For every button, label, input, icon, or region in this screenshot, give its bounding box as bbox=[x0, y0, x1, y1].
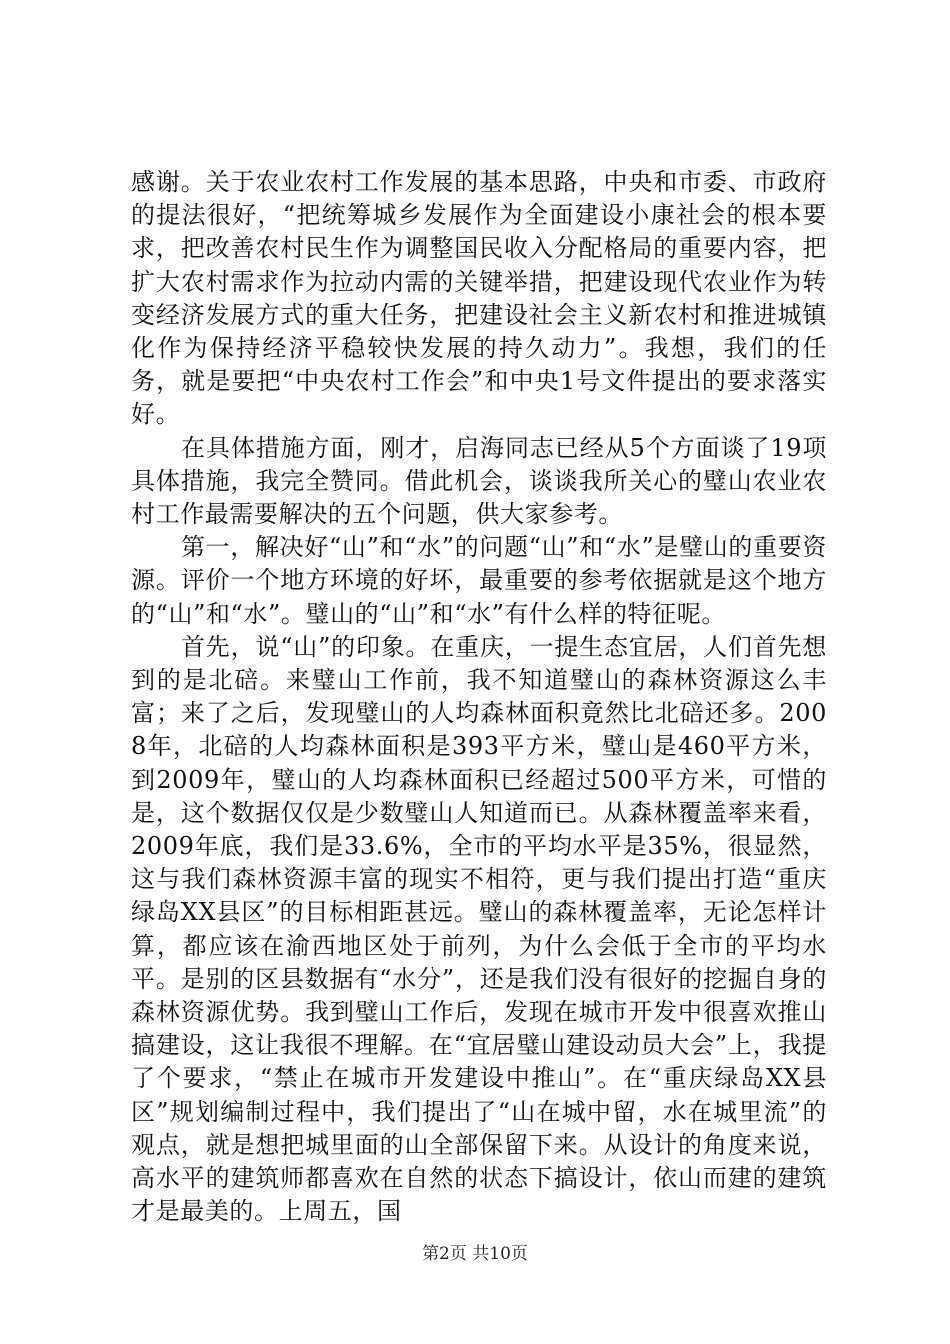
document-body bbox=[131, 166, 827, 1229]
paragraph-measures: 在具体措施方面，刚才，启海同志已经从5个方面谈了19项具体措施，我完全赞同。借此机会，谈谈我所关心的璧山农业农村工作最需要解决的五个问题，供大家参考。 bbox=[131, 433, 827, 529]
paragraph-first-issue: 第一，解决好“山”和“水”的问题“山”和“水”是璧山的重要资源。评价一个地方环境的好坏，最重要的参考依据就是这个地方的“山”和“水”。璧山的“山”和“水”有什么样的特征呢。 bbox=[131, 533, 827, 628]
page-footer: 第2页 共10页 bbox=[422, 1244, 528, 1264]
paragraph-continuation: 感谢。关于农业农村工作发展的基本思路，中央和市委、市政府的提法很好，“把统筹城乡发展作为全面建设小康社会的根本要求，把改善农村民生作为调整国民收入分配格局的重要内容，把扩大农村需求作为拉动内需的关键举措，把建设现代农业作为转变经济发展方式的重大任务，把建设社会主义新农村和推进城镇化作为保持经济平稳较快发展的持久动力”。我想，我们的任务，就是要把“中央农村工作会”和中央1号文件提出的要求落实好。 bbox=[131, 168, 827, 429]
paragraph-mountain: 首先，说“山”的印象。在重庆，一提生态宜居，人们首先想到的是北碚。来璧山工作前，我不知道璧山的森林资源这么丰富；来了之后，发现璧山的人均森林面积竟然比北碚还多。2008年，北碚的人均森林面积是393平方米，璧山是460平方米，到2009年，璧山的人均森林面积已经超过500平方米，可惜的是，这个数据仅仅是少数璧山人知道而已。从森林覆盖率来看，2009年底，我们是33.6%，全市的平均水平是35%，很显然，这与我们森林资源丰富的现实不相符，更与我们提出打造“重庆绿岛XX县区”的目标相距甚远。璧山的森林覆盖率，无论怎样计算，都应该在渝西地区处于前列，为什么会低于全市的平均水平。是别的区县数据有“水分”，还是我们没有很好的挖掘自身的森林资源优势。我到璧山工作后，发现在城市开发中很喜欢推山搞建设，这让我很不理解。在“宜居璧山建设动员大会”上，我提了个要求，“禁止在城市开发建设中推山”。在“重庆绿岛XX县区”规划编制过程中，我们提出了“山在城中留，水在城里流”的观点，就是想把城里面的山全部保留下来。从设计的角度来说，高水平的建筑师都喜欢在自然的状态下搞设计，依山而建的建筑才是最美的。上周五，国 bbox=[131, 632, 827, 1226]
